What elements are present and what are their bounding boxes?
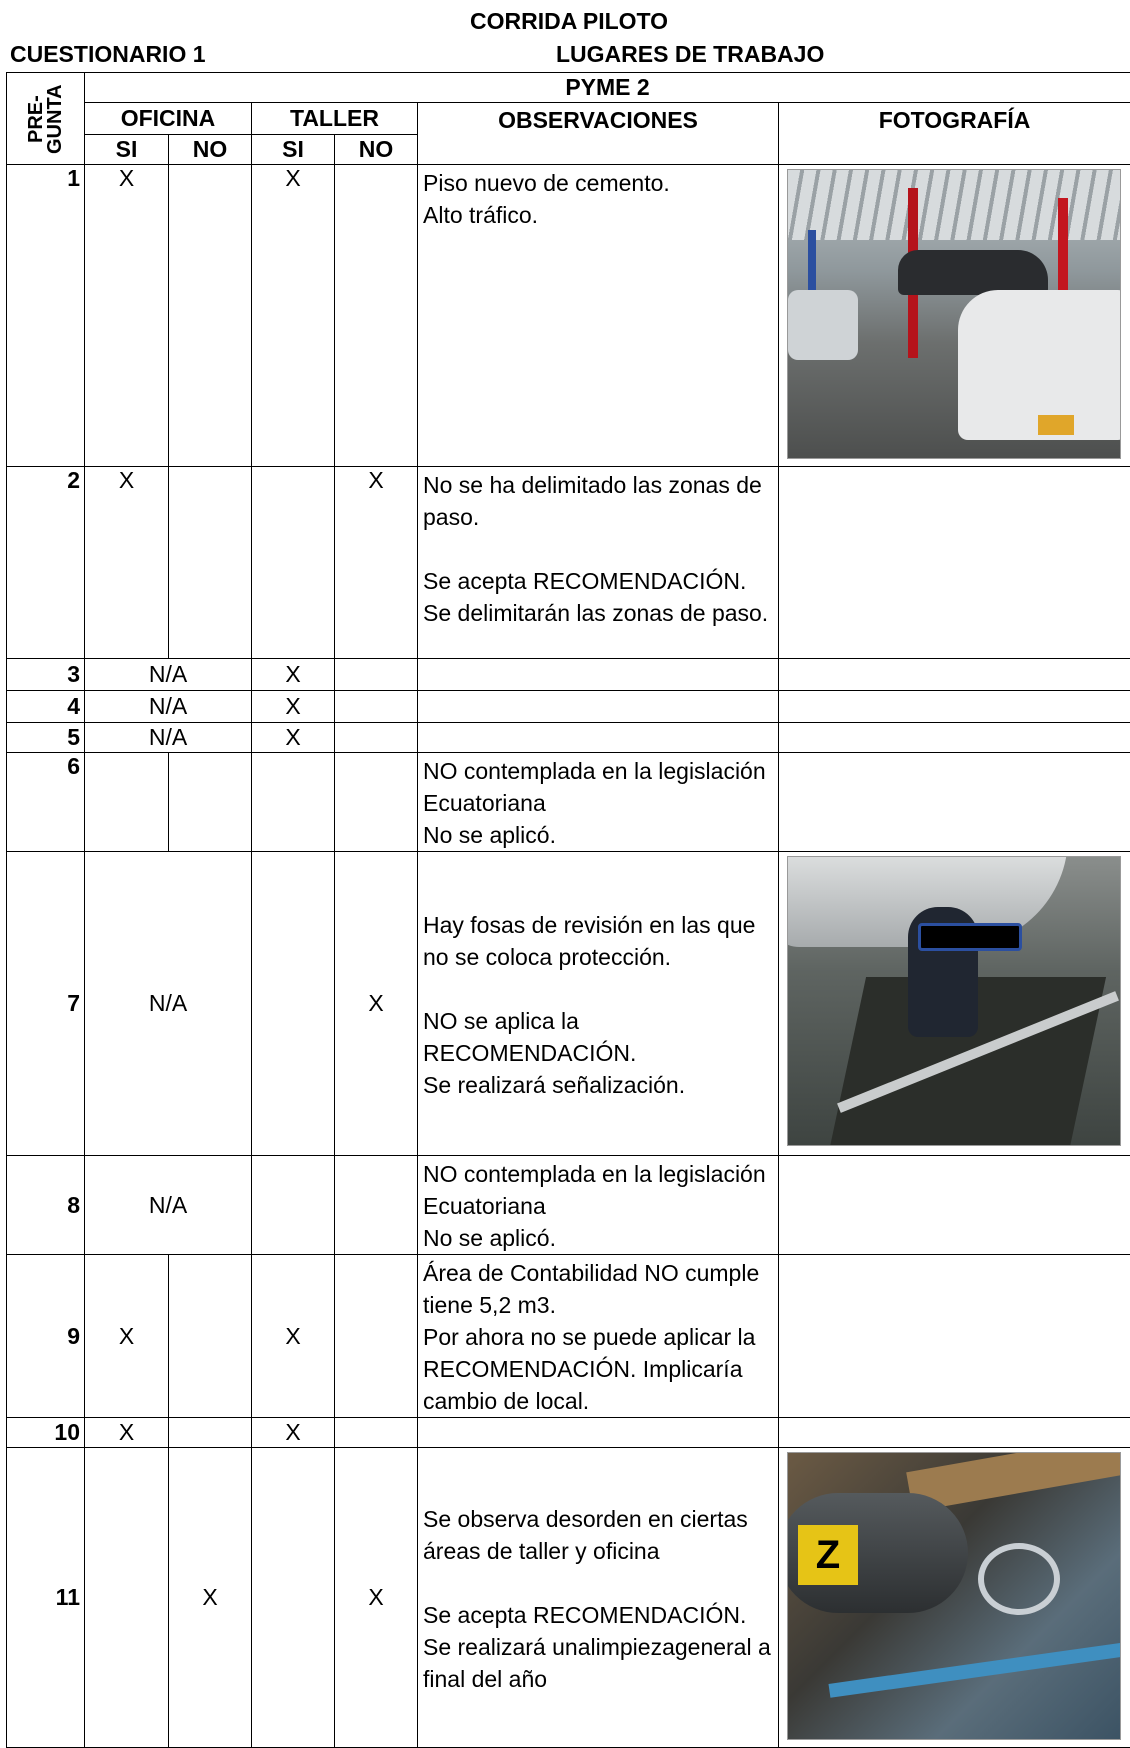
oficina-no-header: NO: [169, 135, 252, 165]
taller-no-cell: [335, 1156, 418, 1255]
oficina-no-cell: [169, 467, 252, 659]
observation-line: NO contemplada en la legislación Ecuatoriana: [423, 1158, 774, 1222]
table-row: [7, 1156, 1130, 1255]
taller-si-cell: X: [252, 1255, 335, 1418]
taller-no-cell: [335, 1255, 418, 1418]
workshop-photo: [787, 169, 1121, 459]
taller-no-cell: X: [335, 467, 418, 659]
questionnaire-label: CUESTIONARIO 1: [10, 41, 206, 68]
compressor-logo: Z: [798, 1525, 858, 1585]
taller-no-cell: [335, 723, 418, 753]
document-title: CORRIDA PILOTO: [470, 8, 668, 35]
observation-cell: [418, 691, 779, 723]
table-row: [7, 1418, 1130, 1448]
table-row: [7, 852, 1130, 1156]
observation-line: NO se aplica la RECOMENDACIÓN.: [423, 1005, 774, 1069]
question-number: 8: [7, 1156, 85, 1255]
photo-cell: [779, 691, 1130, 723]
oficina-si-cell: X: [85, 467, 169, 659]
photo-cell: [779, 1156, 1130, 1255]
company-header: PYME 2: [85, 73, 1130, 103]
observaciones-header: OBSERVACIONES: [418, 103, 779, 165]
observation-cell: [418, 753, 779, 852]
oficina-si-cell: X: [85, 1255, 169, 1418]
taller-no-cell: X: [335, 1448, 418, 1748]
taller-si-cell: [252, 753, 335, 852]
oficina-na-cell: N/A: [85, 1156, 252, 1255]
observation-line: Alto tráfico.: [423, 199, 774, 231]
observation-line: Se observa desorden en ciertas áreas de taller y oficina: [423, 1503, 774, 1567]
taller-si-cell: X: [252, 659, 335, 691]
fotografia-header: FOTOGRAFÍA: [779, 103, 1130, 165]
observation-line: Se realizará unalimpiezageneral a final del año: [423, 1631, 774, 1695]
question-number: 2: [7, 467, 85, 659]
oficina-header: OFICINA: [85, 103, 252, 135]
taller-no-cell: [335, 691, 418, 723]
oficina-no-cell: [169, 1255, 252, 1418]
oficina-no-cell: [169, 1418, 252, 1448]
observation-line: Piso nuevo de cemento.: [423, 167, 774, 199]
taller-si-cell: [252, 852, 335, 1156]
clutter-photo: [787, 1452, 1121, 1740]
taller-no-cell: [335, 165, 418, 467]
observation-line: No se ha delimitado las zonas de paso.: [423, 469, 774, 533]
photo-cell: [779, 723, 1130, 753]
taller-no-header: NO: [335, 135, 418, 165]
question-number: 5: [7, 723, 85, 753]
inspection-pit-photo: [787, 856, 1121, 1146]
photo-cell: [779, 1418, 1130, 1448]
taller-si-cell: X: [252, 691, 335, 723]
observation-line: Se acepta RECOMENDACIÓN.: [423, 565, 774, 597]
table-row: [7, 165, 1130, 467]
taller-si-cell: X: [252, 1418, 335, 1448]
observation-line: Se realizará señalización.: [423, 1069, 774, 1101]
question-number: 10: [7, 1418, 85, 1448]
observation-cell: [418, 1448, 779, 1748]
photo-cell: [779, 852, 1130, 1156]
oficina-si-cell: [85, 753, 169, 852]
table-row: [7, 1255, 1130, 1418]
taller-no-cell: X: [335, 852, 418, 1156]
observation-line: Hay fosas de revisión en las que no se coloca protección.: [423, 909, 774, 973]
question-number: 3: [7, 659, 85, 691]
table-row: [7, 1448, 1130, 1748]
oficina-na-cell: N/A: [85, 691, 252, 723]
photo-cell: [779, 1255, 1130, 1418]
table-row: [7, 723, 1130, 753]
taller-header: TALLER: [252, 103, 418, 135]
photo-cell: [779, 753, 1130, 852]
taller-si-cell: X: [252, 165, 335, 467]
oficina-si-cell: X: [85, 165, 169, 467]
oficina-no-cell: [169, 165, 252, 467]
photo-cell: [779, 165, 1130, 467]
oficina-no-cell: X: [169, 1448, 252, 1748]
oficina-na-cell: N/A: [85, 659, 252, 691]
observation-cell: [418, 1156, 779, 1255]
taller-si-cell: X: [252, 723, 335, 753]
taller-si-cell: [252, 1156, 335, 1255]
observation-line: [423, 973, 774, 1005]
privacy-bar: [918, 923, 1022, 951]
observation-line: Área de Contabilidad NO cumple tiene 5,2 m3.: [423, 1257, 774, 1321]
oficina-na-cell: N/A: [85, 723, 252, 753]
question-number: 11: [7, 1448, 85, 1748]
oficina-si-cell: [85, 1448, 169, 1748]
observation-cell: [418, 467, 779, 659]
section-subtitle: LUGARES DE TRABAJO: [556, 41, 824, 68]
question-number: 7: [7, 852, 85, 1156]
observation-line: [423, 1567, 774, 1599]
question-number: 9: [7, 1255, 85, 1418]
taller-si-header: SI: [252, 135, 335, 165]
taller-no-cell: [335, 753, 418, 852]
table-row: [7, 659, 1130, 691]
observation-cell: [418, 852, 779, 1156]
observation-line: Se acepta RECOMENDACIÓN.: [423, 1599, 774, 1631]
pregunta-label: PRE-GUNTA: [27, 76, 65, 162]
table-row: [7, 753, 1130, 852]
question-number: 1: [7, 165, 85, 467]
taller-no-cell: [335, 659, 418, 691]
observation-cell: [418, 1255, 779, 1418]
observation-line: Por ahora no se puede aplicar la RECOMENDACIÓN. Implicaría cambio de local.: [423, 1321, 774, 1417]
oficina-si-header: SI: [85, 135, 169, 165]
observation-line: [423, 533, 774, 565]
observation-cell: [418, 165, 779, 467]
observation-cell: [418, 659, 779, 691]
observation-line: No se aplicó.: [423, 819, 774, 851]
oficina-si-cell: X: [85, 1418, 169, 1448]
oficina-na-cell: N/A: [85, 852, 252, 1156]
oficina-no-cell: [169, 753, 252, 852]
photo-cell: [779, 467, 1130, 659]
pregunta-header: [7, 73, 85, 165]
survey-table: [6, 72, 1130, 1748]
table-row: [7, 691, 1130, 723]
photo-cell: [779, 659, 1130, 691]
taller-no-cell: [335, 1418, 418, 1448]
observation-line: NO contemplada en la legislación Ecuatoriana: [423, 755, 774, 819]
observation-line: No se aplicó.: [423, 1222, 774, 1254]
table-row: [7, 467, 1130, 659]
question-number: 6: [7, 753, 85, 852]
observation-cell: [418, 723, 779, 753]
observation-line: Se delimitarán las zonas de paso.: [423, 597, 774, 629]
question-number: 4: [7, 691, 85, 723]
photo-cell: [779, 1448, 1130, 1748]
observation-cell: [418, 1418, 779, 1448]
taller-si-cell: [252, 467, 335, 659]
taller-si-cell: [252, 1448, 335, 1748]
